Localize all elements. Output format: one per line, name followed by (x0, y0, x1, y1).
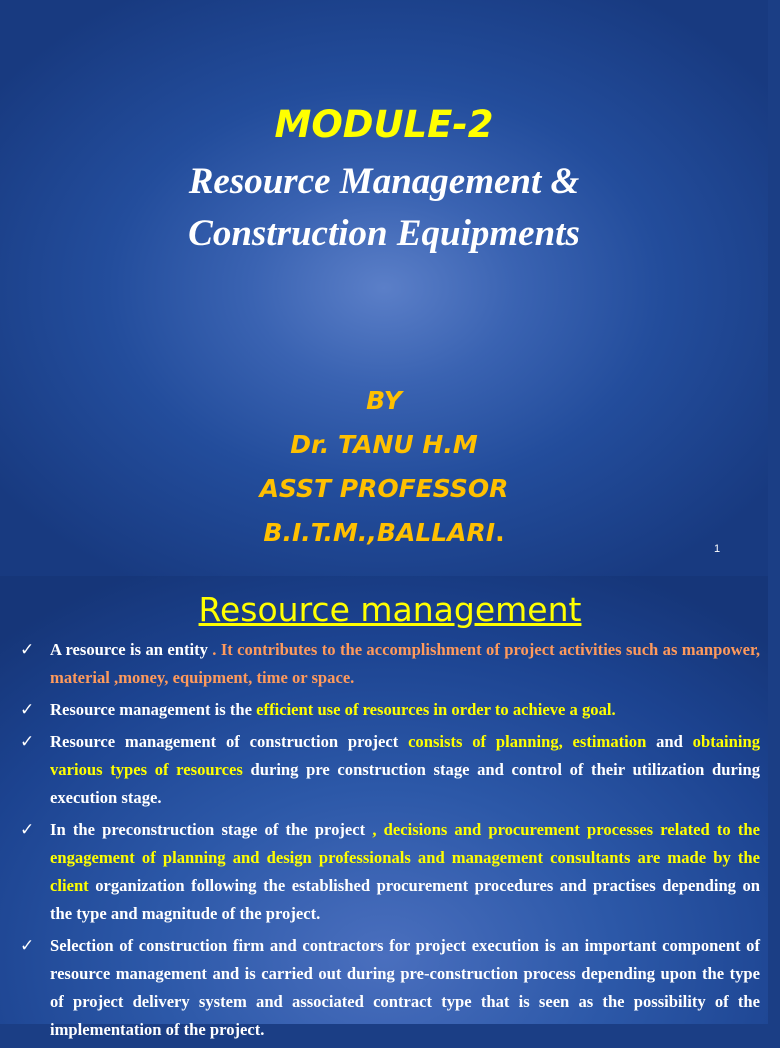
bullet-highlight: consists of planning, estimation (408, 732, 647, 751)
checkmark-icon: ✓ (20, 936, 35, 956)
subtitle-line-2: Construction Equipments (188, 213, 580, 254)
module-title: MODULE-2 (274, 103, 494, 146)
page-number: 1 (714, 543, 721, 555)
bullet-highlight: efficient use of resources in order to achieve a goal. (256, 700, 616, 719)
author-name: Dr. TANU H.M (290, 430, 478, 459)
bullet-text: Resource management is the (50, 700, 257, 719)
institution-name: B.I.T.M.,BALLARI (263, 518, 496, 547)
by-label: BY (366, 386, 402, 415)
institution-dot: . (495, 518, 505, 547)
checkmark-icon: ✓ (20, 820, 35, 840)
bullet-item (0, 816, 760, 928)
bullet-item (0, 696, 760, 724)
checkmark-icon: ✓ (20, 700, 35, 720)
checkmark-icon: ✓ (20, 640, 35, 660)
bullet-item (0, 728, 760, 812)
content-slide (0, 576, 768, 1039)
bullet-text: organization following the established procurement procedures and practises depending on the type and magnitude of the project. (50, 876, 760, 923)
bullet-text: A resource is an entity (50, 640, 213, 659)
checkmark-icon: ✓ (20, 732, 35, 752)
bullet-item (0, 636, 760, 692)
bullet-text: Selection of construction firm and contractors for project execution is an important component of resource management and is carried out during pre-construction process depending upon the type of project delivery system and associated contract type that is seen as the possibility of the implementation of the project. (50, 936, 760, 1039)
slide-subtitle (0, 156, 768, 260)
bullet-text: In the preconstruction stage of the project (50, 820, 373, 839)
author-designation: ASST PROFESSOR (259, 474, 509, 503)
bullet-item (0, 932, 760, 1044)
section-heading: Resource management (198, 590, 582, 629)
bullet-highlight: , decisions and procurement processes related to the engagement of planning and design professionals and management consultants are made by the client (50, 820, 760, 895)
bullet-highlight: obtaining various types of resources (50, 732, 760, 779)
bullet-text: and (646, 732, 693, 751)
bullet-highlight: . It contributes to the accomplishment of project activities such as manpower, material ,money, equipment, time or space. (50, 640, 760, 687)
bullet-text: during pre construction stage and control of their utilization during execution stage. (50, 760, 760, 807)
bullet-list (0, 636, 760, 1048)
subtitle-line-1: Resource Management & (188, 161, 580, 202)
author-institution (0, 518, 768, 548)
bullet-text: Resource management of construction project (50, 732, 409, 751)
